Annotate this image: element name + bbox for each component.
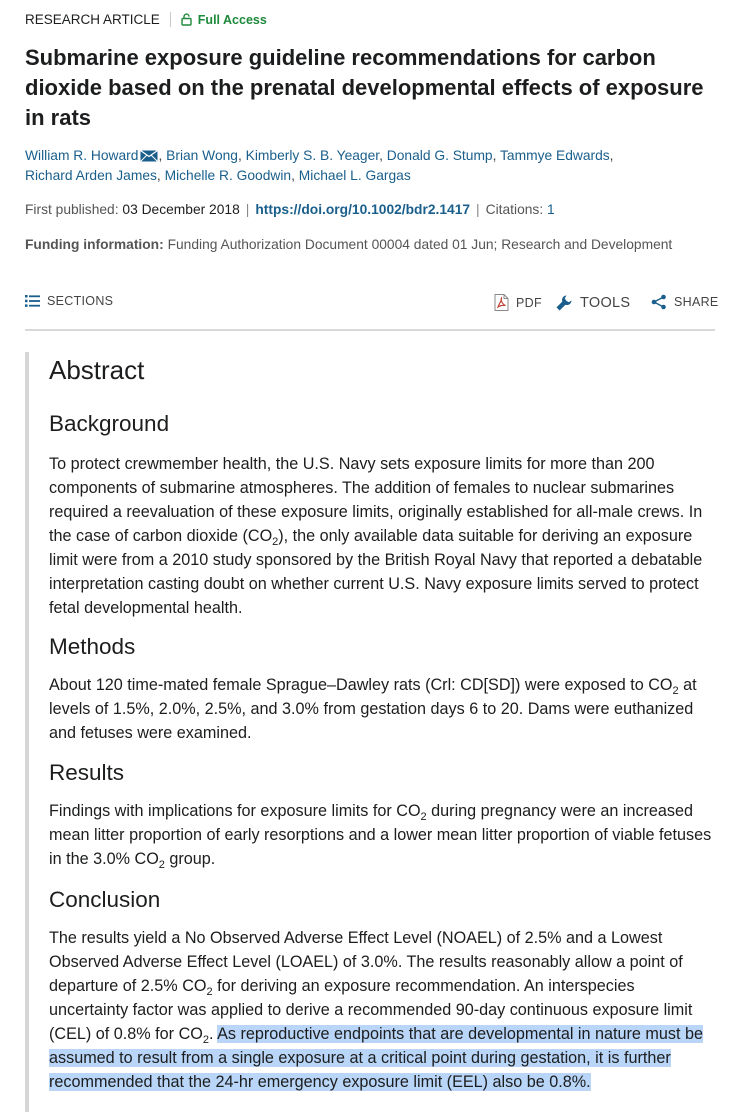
funding-label: Funding information: (25, 237, 164, 252)
pub-separator: | (476, 202, 480, 217)
article-type: RESEARCH ARTICLE (25, 12, 160, 27)
author-link[interactable]: Michelle R. Goodwin (164, 168, 292, 183)
article-title: Submarine exposure guideline recommendations for carbon dioxide based on the prenatal developmental effects of exposure in rats (25, 45, 704, 130)
access-label: Full Access (197, 12, 267, 27)
methods-text: About 120 time-mated female Sprague–Dawley rats (Crl: CD[SD]) were exposed to $CO_2$ at levels of 1.5%, 2.0%, 2.5%, and 3.0% from gestation days 6 to 20. Dams were euthanized and fetuses were examined. (49, 676, 697, 742)
results-text: Findings with implications for exposure limits for $CO_2$ during pregnancy were an increased mean litter proportion of early resorptions and a lower mean litter proportion of viable fetuses in the 3.0% $CO_2$ group. (49, 802, 712, 872)
tools-label: TOOLS (580, 295, 631, 311)
mail-icon[interactable] (140, 150, 158, 162)
list-icon (25, 295, 40, 307)
article-meta-bar (25, 12, 267, 27)
pdf-label: PDF (516, 295, 542, 310)
author-link[interactable]: Donald G. Stump (386, 148, 493, 163)
share-icon (651, 294, 667, 310)
conclusion-heading: Conclusion (49, 887, 161, 912)
meta-divider (170, 12, 171, 27)
publication-info (25, 202, 555, 217)
author-list: William R. Howard , Brian Wong, Kimberly S. B. Yeager, Donald G. Stump, Tammye Edwards, Richard Arden James, Michelle R. Goodwin, Michael L. Gargas (25, 148, 614, 183)
author-link[interactable]: Tammye Edwards (500, 148, 610, 163)
pdf-button[interactable] (494, 294, 542, 311)
funding-info (25, 237, 715, 252)
author-link[interactable]: Richard Arden James (25, 168, 157, 183)
background-heading: Background (49, 411, 170, 436)
doi-link[interactable]: https://doi.org/10.1002/bdr2.1417 (255, 202, 471, 217)
abstract-section (25, 352, 719, 1112)
funding-text: Funding Authorization Document 00004 dated 01 Jun; Research and Development (167, 237, 673, 252)
tools-button[interactable] (555, 294, 630, 312)
sections-button[interactable] (25, 294, 113, 308)
highlighted-selection[interactable]: As reproductive endpoints that are developmental in nature must be assumed to result from a single exposure at a critical point during gestation, it is further recommended that the 24-hr emergency exposure limit (EEL) also be 0.8%. (49, 1025, 703, 1091)
share-button[interactable] (651, 294, 719, 310)
author-link[interactable]: William R. Howard (25, 148, 139, 163)
share-label: SHARE (674, 295, 719, 309)
access-badge (181, 13, 267, 27)
author-link[interactable]: Michael L. Gargas (298, 168, 411, 183)
citations-count[interactable]: 1 (547, 202, 555, 217)
pub-separator: | (245, 202, 250, 217)
author-link[interactable]: Kimberly S. B. Yeager (245, 148, 380, 163)
author-link[interactable]: Brian Wong (166, 148, 238, 163)
results-heading: Results (49, 760, 125, 785)
lock-icon (181, 13, 192, 26)
article-toolbar (25, 288, 719, 318)
methods-heading: Methods (49, 634, 136, 659)
wrench-icon (555, 294, 573, 312)
pdf-icon (494, 294, 509, 311)
toolbar-divider (25, 329, 715, 331)
first-published-label: First published: (25, 202, 119, 217)
abstract-heading: Abstract (49, 355, 145, 385)
first-published-date: 03 December 2018 (122, 202, 240, 217)
conclusion-text: The results yield a No Observed Adverse Effect Level (NOAEL) of 2.5% and a Lowest Observed Adverse Effect Level (LOAEL) of 3.0%. The results reasonably allow a point of departure of 2.5% $CO_2$ for deriving an exposure recommendation. An interspecies uncertainty factor was applied to derive a recommended 90-day continuous exposure limit (CEL) of 0.8% for $CO_2$. As reproductive endpoints that are developmental in nature must be assumed to result from a single exposure at a critical point during gestation, it is further recommended that the 24-hr emergency exposure limit (EEL) also be 0.8%. (49, 929, 703, 1091)
sections-label: SECTIONS (47, 294, 114, 308)
background-text: To protect crewmember health, the U.S. Navy sets exposure limits for more than 200 components of submarine atmospheres. The addition of females to nuclear submarines required a reevaluation of these exposure limits, originally established for all-male crews. In the case of carbon dioxide $(CO_2)$, the only available data suitable for deriving an exposure limit were from a 2010 study sponsored by the British Royal Navy that reported a debatable interpretation casting doubt on whether current U.S. Navy exposure limits served to protect fetal developmental health. (49, 455, 703, 617)
citations-label: Citations: (485, 202, 544, 217)
